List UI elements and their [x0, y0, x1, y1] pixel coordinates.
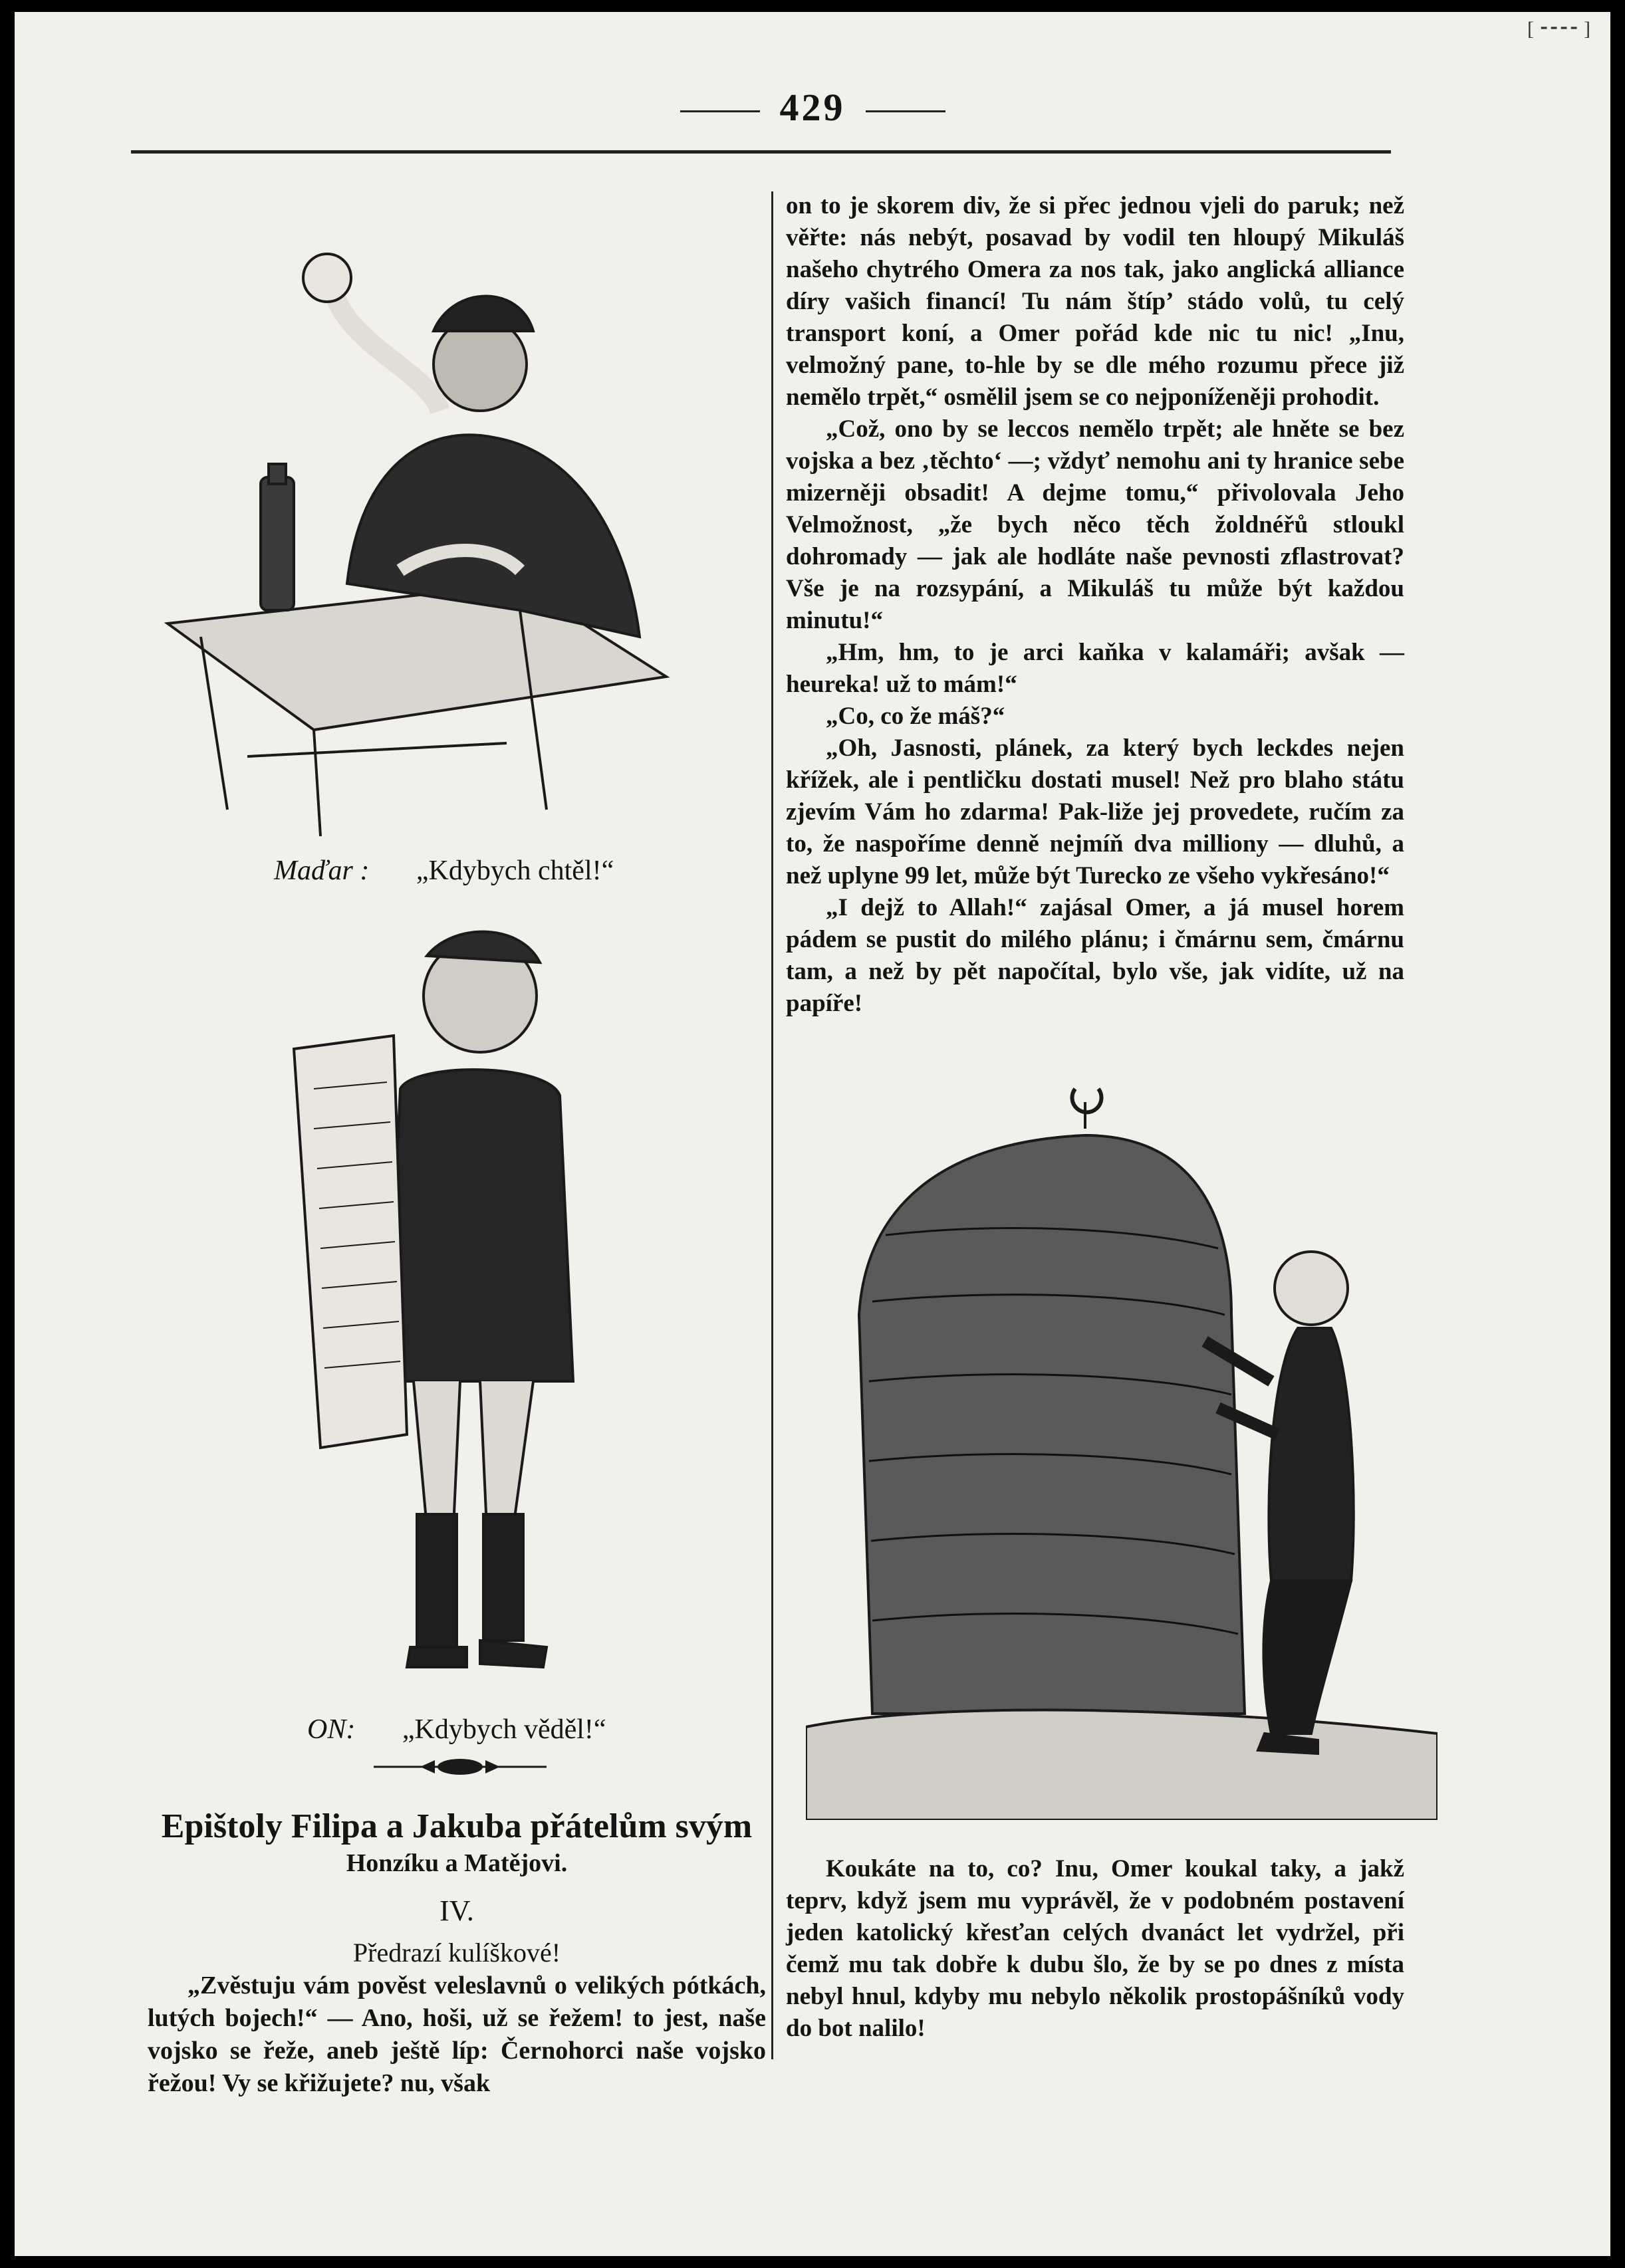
tower-drawing — [806, 1036, 1438, 1820]
magyar-drawing — [148, 211, 719, 850]
right-paragraph: „Což, ono by se leccos nemělo trpět; ale hněte se bez vojska a bez ‚těchto‘ —; vždyť nemohu ani ty hranice sebe mizerněji obsadit! A dejme tomu,“ přivolovala Jeho Velmožnost, „že bych něco těch žoldnéřů stloukl dohromady — jak ale hodláte naše pevnosti zflastrovat? Vše je na rozsypání, a Mikuláš tu může být každou minutu!“ — [786, 415, 1404, 634]
article-section-number: IV. — [439, 1894, 474, 1927]
article-title: Epištoly Filipa a Jakuba přátelům svým — [161, 1807, 753, 1845]
right-paragraph: „Co, co že máš?“ — [826, 703, 1005, 730]
newspaper-page — [15, 12, 1610, 2256]
right-closing-paragraph: Koukáte na to, co? Inu, Omer koukal taky, a jakž teprv, když jsem mu vyprávěl, že v podobném postavení jeden katolický křesťan celých dvanáct let vydržel, při čemž mu tak dobře k dubu šlo, že by se po dnes z místa nebyl hnul, kdyby mu nebylo několik prostopášníků vody do bot nalilo! — [786, 1855, 1404, 2042]
right-paragraph: „Hm, hm, to je arci kaňka v kalamáři; avšak — heureka! už to mám!“ — [786, 639, 1404, 698]
illustration-on — [281, 916, 626, 1700]
caption-on-quote: „Kdybych věděl!“ — [402, 1714, 606, 1745]
right-paragraph: „I dejž to Allah!“ zajásal Omer, a já musel horem pádem se pustit do milého plánu; i čmárnu sem, čmárnu tam, a než by pět napočítal, bylo vše, jak vidíte, už na papíře! — [786, 894, 1404, 1017]
left-paragraph: „Zvěstuju vám pověst veleslavnů o velikých pótkách, lutých bojech!“ — Ano, hoši, už se řežem! to jest, naše vojsko se řeže, aneb ještě líp: Černohorci naše vojsko řežou! Vy se křižujete? nu, však — [148, 1972, 766, 2097]
illustration-omer-tower — [806, 1036, 1438, 1820]
caption-magyar-quote: „Kdybych chtěl!“ — [416, 855, 614, 886]
caption-magyar — [274, 855, 614, 887]
page-number: 429 — [15, 85, 1610, 130]
column-divider — [771, 191, 773, 2059]
caption-on — [307, 1714, 606, 1746]
left-column-text — [148, 1970, 766, 2100]
ornament-divider — [374, 1754, 547, 1780]
right-paragraph: „Oh, Jasnosti, plánek, za který bych leckdes nejen křížek, ale i pentličku dostati musel! Než pro blaho státu zjevím Vám ho zdarma! Pak-liže jej provedete, ručím za to, že naspoříme denně nejmíň dva milliony — dluhů, a než uplyne 99 let, může být Turecko ze všeho vykřesáno!“ — [786, 735, 1404, 889]
article-subtitle: Honzíku a Matějovi. — [346, 1849, 568, 1877]
right-paragraph: on to je skorem div, že si přec jednou vjeli do paruk; než věřte: nás nebýt, posavad by vodil ten hloupý Mikuláš našeho chytrého Omera za nos tak, jako anglická alliance díry vašich financí! Tu nám štíp’ stádo volů, tu celý transport koní, a Omer pořád kde nic tu nic! „Inu, velmožný pane, to-hle by se dle mého rozumu přece již nemělo trpět,“ osmělil jsem se co nejponíženěji prohodit. — [786, 192, 1404, 411]
article-heading — [148, 1807, 766, 1968]
header-rule — [131, 150, 1391, 154]
caption-magyar-speaker: Maďar : — [274, 855, 370, 886]
right-column-closing-text — [786, 1853, 1404, 2045]
illustration-magyar — [148, 211, 719, 850]
corner-mark: [ ⁃⁃⁃⁃ ] — [1527, 18, 1590, 40]
on-drawing — [281, 916, 626, 1700]
right-column-text — [786, 190, 1404, 1020]
article-greeting: Předrazí kulíškové! — [352, 1938, 561, 1968]
caption-on-speaker: ON: — [307, 1714, 356, 1745]
